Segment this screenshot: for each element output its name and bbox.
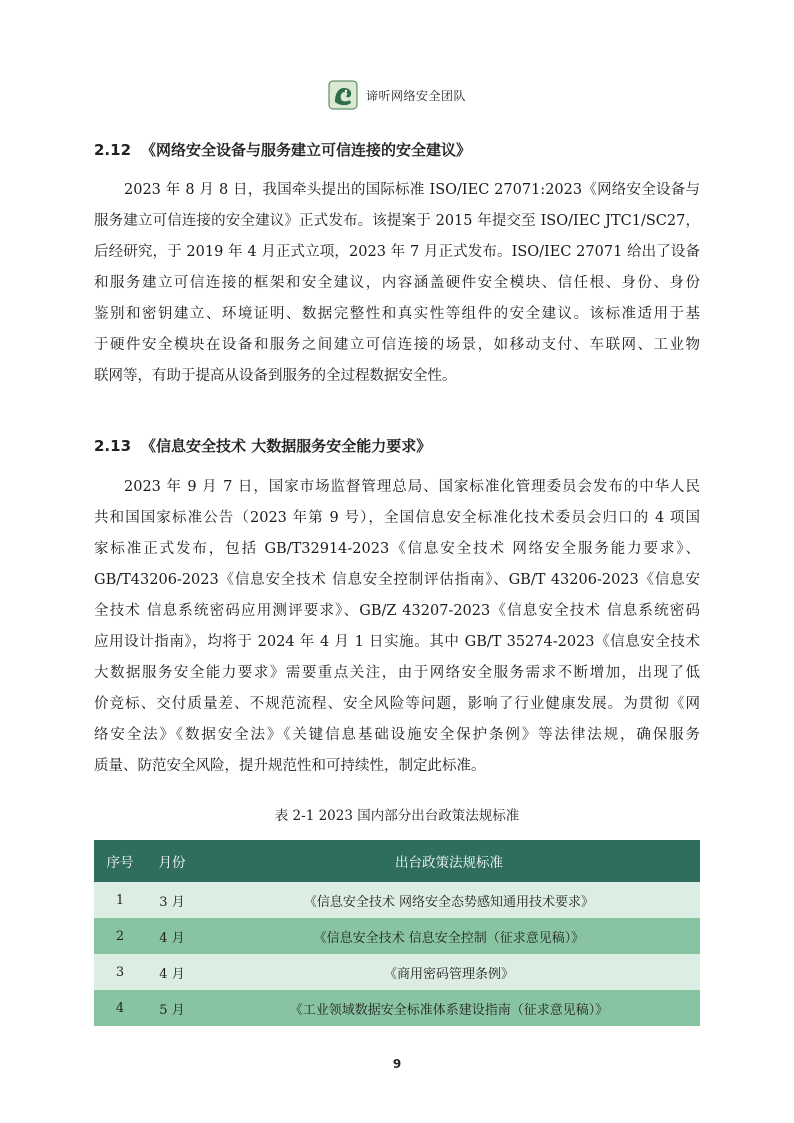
team-logo-icon: [328, 80, 358, 110]
cell-month: 4 月: [146, 954, 198, 990]
table-row: [94, 918, 700, 954]
paragraph-line: 于硬件安全模块在设备和服务之间建立可信连接的场景，如移动支付、车联网、工业物: [94, 337, 700, 353]
section-heading-2-13: [94, 435, 714, 456]
table-row: [94, 954, 700, 990]
paragraph-line: 应用设计指南》，均将于 2024 年 4 月 1 日实施。其中 GB/T 35274-2023《信息安全技术: [94, 634, 700, 650]
cell-index: 3: [94, 954, 146, 990]
paragraph-line: 联网等，有助于提高从设备到服务的全过程数据安全性。: [94, 368, 457, 384]
table-row: [94, 882, 700, 918]
paragraph-line: 服务建立可信连接的安全建议》正式发布。该提案于 2015 年提交至 ISO/IEC JTC1/SC27，: [94, 213, 700, 229]
cell-month: 4 月: [146, 918, 198, 954]
section-number: 2.13: [94, 437, 132, 455]
paragraph-line: 2023 年 8 月 8 日，我国牵头提出的国际标准 ISO/IEC 27071:2023《网络安全设备与: [124, 182, 700, 198]
paragraph-line: 后经研究，于 2019 年 4 月正式立项，2023 年 7 月正式发布。ISO/IEC 27071 给出了设备: [94, 244, 700, 260]
paragraph-line: 家标准正式发布，包括 GB/T32914-2023《信息安全技术 网络安全服务能力要求》、: [94, 541, 700, 557]
cell-policy: 《商用密码管理条例》: [198, 954, 700, 990]
cell-month: 5 月: [146, 990, 198, 1026]
page-header: [0, 80, 794, 110]
cell-index: 4: [94, 990, 146, 1026]
section-number: 2.12: [94, 141, 132, 159]
paragraph-line: 络安全法》《数据安全法》《关键信息基础设施安全保护条例》等法律法规，确保服务: [94, 727, 700, 743]
cell-policy: 《信息安全技术 信息安全控制（征求意见稿）》: [198, 918, 700, 954]
cell-policy: 《信息安全技术 网络安全态势感知通用技术要求》: [198, 882, 700, 918]
paragraph-line: 大数据服务安全能力要求》需要重点关注，由于网络安全服务需求不断增加，出现了低: [94, 665, 700, 681]
cell-policy: 《工业领域数据安全标准体系建设指南（征求意见稿）》: [198, 990, 700, 1026]
table-row: [94, 990, 700, 1026]
cell-month: 3 月: [146, 882, 198, 918]
section-2-13-paragraph: [94, 472, 700, 782]
column-header-month: 月份: [146, 840, 198, 882]
cell-index: 2: [94, 918, 146, 954]
table-header-row: [94, 840, 700, 882]
paragraph-line: 质量、防范安全风险，提升规范性和可持续性，制定此标准。: [94, 758, 486, 774]
table-caption: 表 2-1 2023 国内部分出台政策法规标准: [274, 808, 520, 824]
section-title: 《信息安全技术 大数据服务安全能力要求》: [141, 437, 432, 455]
paragraph-line: 2023 年 9 月 7 日，国家市场监督管理总局、国家标准化管理委员会发布的中华人民: [124, 479, 700, 495]
policy-table: [94, 840, 700, 1026]
column-header-index: 序号: [94, 840, 146, 882]
section-title: 《网络安全设备与服务建立可信连接的安全建议》: [141, 141, 472, 159]
paragraph-line: 全技术 信息系统密码应用测评要求》、GB/Z 43207-2023《信息安全技术 信息系统密码: [94, 603, 700, 619]
paragraph-line: 和服务建立可信连接的框架和安全建议，内容涵盖硬件安全模块、信任根、身份、身份: [94, 275, 700, 291]
page-number: 9: [392, 1057, 402, 1071]
column-header-policy: 出台政策法规标准: [198, 840, 700, 882]
org-name: 谛听网络安全团队: [365, 88, 466, 103]
paragraph-line: GB/T43206-2023《信息安全技术 信息安全控制评估指南》、GB/T 43206-2023《信息安: [94, 572, 700, 588]
section-2-12-paragraph: [94, 175, 700, 392]
paragraph-line: 鉴别和密钥建立、环境证明、数据完整性和真实性等组件的安全建议。该标准适用于基: [94, 306, 700, 322]
paragraph-line: 价竞标、交付质量差、不规范流程、安全风险等问题，影响了行业健康发展。为贯彻《网: [94, 696, 700, 712]
paragraph-line: 共和国国家标准公告（2023 年第 9 号），全国信息安全标准化技术委员会归口的 4 项国: [94, 510, 700, 526]
section-heading-2-12: [94, 139, 714, 160]
cell-index: 1: [94, 882, 146, 918]
